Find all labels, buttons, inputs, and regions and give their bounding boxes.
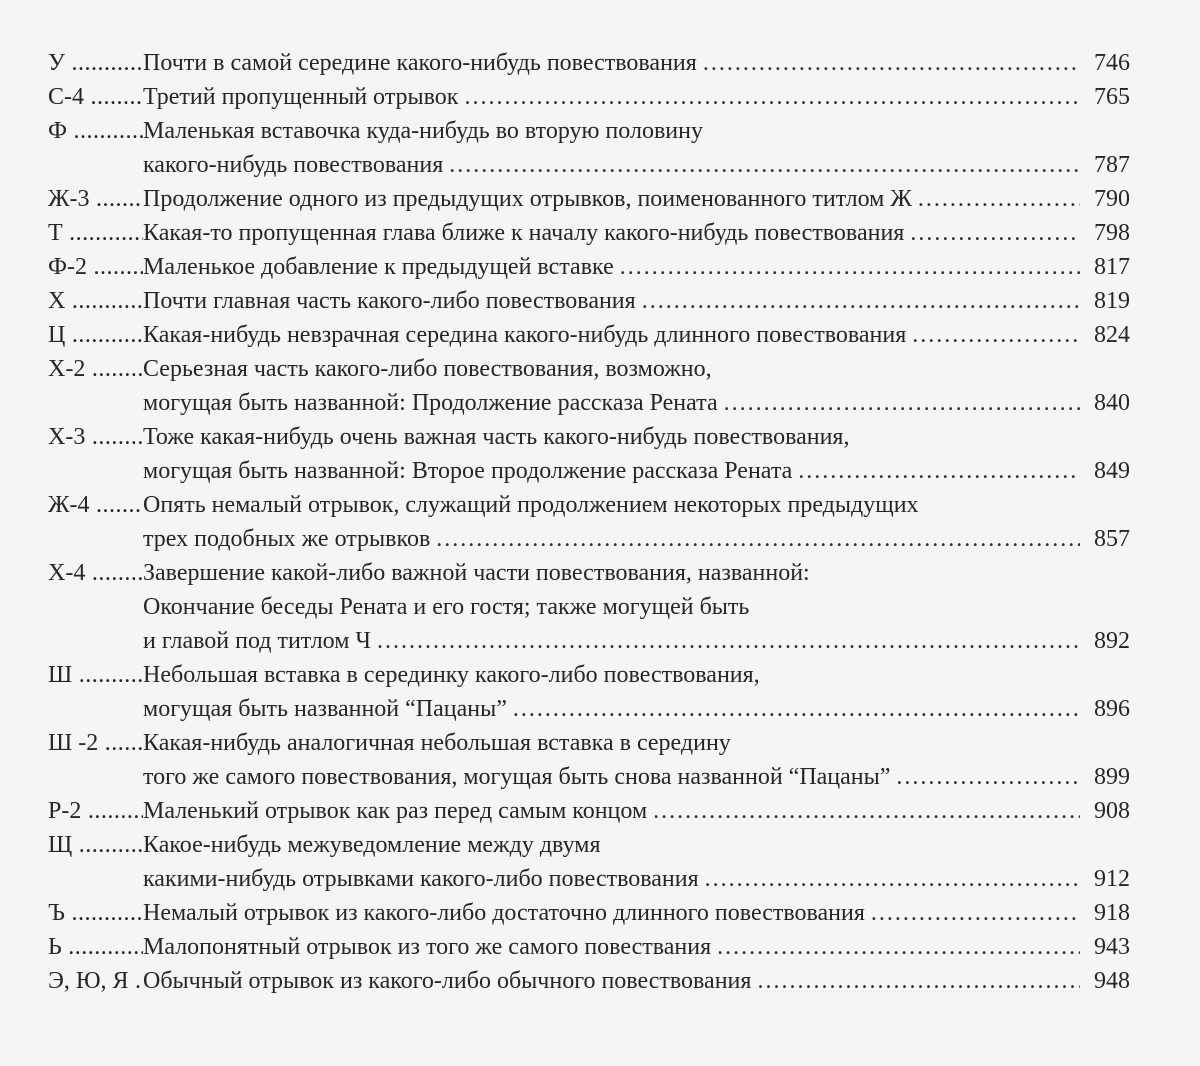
toc-entry-line bbox=[143, 930, 1130, 964]
dot-leader bbox=[912, 318, 1080, 352]
toc-entry-line: Завершение какой-либо важной части повествования, названной: bbox=[143, 560, 810, 586]
toc-entry bbox=[48, 182, 1130, 216]
dot-leader bbox=[653, 794, 1080, 828]
toc-entry-line bbox=[143, 318, 1130, 352]
toc-entry-line-text: Почти главная часть какого-либо повествования bbox=[143, 288, 636, 314]
dot-leader bbox=[757, 964, 1080, 998]
toc-entry-code: У ..... bbox=[48, 46, 143, 80]
toc-entry bbox=[48, 216, 1130, 250]
toc-entry bbox=[48, 794, 1130, 828]
toc-entry-code: Э, Ю, Я ..... bbox=[48, 964, 143, 998]
toc-entry-line-text: какими-нибудь отрывками какого-либо повествования bbox=[143, 866, 699, 892]
toc-entry-page-number: 857 bbox=[1094, 526, 1130, 552]
toc-entry-line bbox=[143, 794, 1130, 828]
toc-entry-line-text: Третий пропущенный отрывок bbox=[143, 84, 459, 110]
toc-entry-title bbox=[143, 556, 1130, 658]
toc-entry-line bbox=[143, 386, 1130, 420]
toc-entry-page-number: 824 bbox=[1094, 322, 1130, 348]
toc-entry-page-number: 849 bbox=[1094, 458, 1130, 484]
toc-entry bbox=[48, 658, 1130, 726]
toc-entry bbox=[48, 896, 1130, 930]
toc-entry bbox=[48, 964, 1130, 998]
toc-entry-page-number: 948 bbox=[1094, 968, 1130, 994]
toc-entry-line bbox=[143, 80, 1130, 114]
toc-entry-title bbox=[143, 80, 1130, 114]
toc-entry bbox=[48, 556, 1130, 658]
toc-entry-code: Х-3 ..... bbox=[48, 420, 143, 454]
toc-entry bbox=[48, 488, 1130, 556]
toc-entry-line bbox=[143, 454, 1130, 488]
toc-entry-title bbox=[143, 114, 1130, 182]
toc-entry bbox=[48, 352, 1130, 420]
toc-entry-line-text: и главой под титлом Ч bbox=[143, 628, 371, 654]
toc-entry-line bbox=[143, 624, 1130, 658]
dot-leader bbox=[703, 46, 1080, 80]
toc-entry-line-text: Обычный отрывок из какого-либо обычного повествования bbox=[143, 968, 752, 994]
toc-entry-line-text: того же самого повествования, могущая быть снова названной “Пацаны” bbox=[143, 764, 891, 790]
toc-entry-code: С-4 ..... bbox=[48, 80, 143, 114]
toc-entry-code: Ф ..... bbox=[48, 114, 143, 148]
dot-leader bbox=[436, 522, 1080, 556]
toc-entry-page-number: 912 bbox=[1094, 866, 1130, 892]
toc-entry-line bbox=[143, 862, 1130, 896]
toc-entry-code: Щ ..... bbox=[48, 828, 143, 862]
toc-entry-page-number: 840 bbox=[1094, 390, 1130, 416]
toc-entry-code: Ж-3 ..... bbox=[48, 182, 143, 216]
dot-leader bbox=[871, 896, 1080, 930]
toc-entry-title bbox=[143, 216, 1130, 250]
toc-entry-code: Х-4 ..... bbox=[48, 556, 143, 590]
toc-entry-line-text: могущая быть названной: Второе продолжение рассказа Рената bbox=[143, 458, 793, 484]
toc-entry-page-number: 746 bbox=[1094, 50, 1130, 76]
dot-leader bbox=[377, 624, 1080, 658]
toc-entry-page-number: 918 bbox=[1094, 900, 1130, 926]
table-of-contents bbox=[48, 46, 1130, 998]
toc-entry-page-number: 765 bbox=[1094, 84, 1130, 110]
toc-entry bbox=[48, 828, 1130, 896]
toc-entry-title bbox=[143, 964, 1130, 998]
toc-entry-line: Небольшая вставка в серединку какого-либо повествования, bbox=[143, 662, 760, 688]
toc-entry-line: Опять немалый отрывок, служащий продолжением некоторых предыдущих bbox=[143, 492, 919, 518]
toc-entry-title bbox=[143, 726, 1130, 794]
toc-entry-line-text: Какая-нибудь невзрачная середина какого-нибудь длинного повествования bbox=[143, 322, 907, 348]
toc-entry-line bbox=[143, 760, 1130, 794]
toc-entry-code: Ц ..... bbox=[48, 318, 143, 352]
toc-entry bbox=[48, 80, 1130, 114]
toc-entry-page-number: 896 bbox=[1094, 696, 1130, 722]
toc-entry-title bbox=[143, 930, 1130, 964]
toc-entry-title bbox=[143, 250, 1130, 284]
toc-entry-page-number: 908 bbox=[1094, 798, 1130, 824]
dot-leader bbox=[705, 862, 1080, 896]
toc-entry-line: Какое-нибудь межуведомление между двумя bbox=[143, 832, 601, 858]
toc-entry-line: Маленькая вставочка куда-нибудь во вторую половину bbox=[143, 118, 703, 144]
toc-entry-title bbox=[143, 794, 1130, 828]
toc-entry-page-number: 892 bbox=[1094, 628, 1130, 654]
toc-entry bbox=[48, 726, 1130, 794]
toc-entry-code: Х-2 ..... bbox=[48, 352, 143, 386]
toc-entry-title bbox=[143, 182, 1130, 216]
toc-entry-code: Ь ..... bbox=[48, 930, 143, 964]
toc-entry-line bbox=[143, 284, 1130, 318]
toc-entry-title bbox=[143, 46, 1130, 80]
dot-leader bbox=[464, 80, 1080, 114]
toc-entry-title bbox=[143, 352, 1130, 420]
toc-entry-line bbox=[143, 896, 1130, 930]
toc-entry-page-number: 787 bbox=[1094, 152, 1130, 178]
toc-entry-line: Серьезная часть какого-либо повествования, возможно, bbox=[143, 356, 712, 382]
toc-entry bbox=[48, 420, 1130, 488]
toc-entry-line bbox=[143, 148, 1130, 182]
dot-leader bbox=[620, 250, 1080, 284]
toc-entry-line bbox=[143, 46, 1130, 80]
toc-entry-line-text: Почти в самой середине какого-нибудь повествования bbox=[143, 50, 697, 76]
toc-entry-page-number: 790 bbox=[1094, 186, 1130, 212]
toc-entry-code: Ъ ..... bbox=[48, 896, 143, 930]
dot-leader bbox=[717, 930, 1080, 964]
dot-leader bbox=[513, 692, 1080, 726]
toc-entry bbox=[48, 250, 1130, 284]
toc-entry-line-text: Малопонятный отрывок из того же самого повествания bbox=[143, 934, 712, 960]
dot-leader bbox=[449, 148, 1080, 182]
toc-entry-line-text: трех подобных же отрывков bbox=[143, 526, 431, 552]
toc-entry-title bbox=[143, 284, 1130, 318]
toc-entry-title bbox=[143, 828, 1130, 896]
toc-entry bbox=[48, 318, 1130, 352]
dot-leader bbox=[910, 216, 1080, 250]
toc-entry-code: Х ..... bbox=[48, 284, 143, 318]
toc-entry-line bbox=[143, 522, 1130, 556]
toc-entry-code: Ш ..... bbox=[48, 658, 143, 692]
toc-entry bbox=[48, 46, 1130, 80]
toc-entry-title bbox=[143, 420, 1130, 488]
toc-entry-code: Т ..... bbox=[48, 216, 143, 250]
toc-entry-line bbox=[143, 250, 1130, 284]
toc-entry-code: Ж-4 ..... bbox=[48, 488, 143, 522]
toc-entry-line-text: какого-нибудь повествования bbox=[143, 152, 444, 178]
toc-entry-code: Р-2 ..... bbox=[48, 794, 143, 828]
toc-entry bbox=[48, 930, 1130, 964]
toc-entry bbox=[48, 114, 1130, 182]
toc-entry bbox=[48, 284, 1130, 318]
toc-entry-line-text: Какая-то пропущенная глава ближе к началу какого-нибудь повествования bbox=[143, 220, 905, 246]
toc-entry-line: Какая-нибудь аналогичная небольшая вставка в середину bbox=[143, 730, 731, 756]
toc-entry-line-text: Продолжение одного из предыдущих отрывков, поименованного титлом Ж bbox=[143, 186, 912, 212]
toc-entry-line-text: Маленький отрывок как раз перед самым концом bbox=[143, 798, 648, 824]
toc-entry-line-text: могущая быть названной: Продолжение рассказа Рената bbox=[143, 390, 718, 416]
dot-leader bbox=[918, 182, 1080, 216]
toc-entry-title bbox=[143, 658, 1130, 726]
toc-entry-title bbox=[143, 488, 1130, 556]
dot-leader bbox=[896, 760, 1080, 794]
toc-entry-line-text: могущая быть названной “Пацаны” bbox=[143, 696, 507, 722]
dot-leader bbox=[724, 386, 1080, 420]
dot-leader bbox=[642, 284, 1080, 318]
toc-entry-line-text: Маленькое добавление к предыдущей вставке bbox=[143, 254, 614, 280]
toc-entry-page-number: 798 bbox=[1094, 220, 1130, 246]
toc-entry-page-number: 817 bbox=[1094, 254, 1130, 280]
toc-entry-title bbox=[143, 318, 1130, 352]
toc-entry-line: Тоже какая-нибудь очень важная часть какого-нибудь повествования, bbox=[143, 424, 850, 450]
toc-entry-title bbox=[143, 896, 1130, 930]
toc-entry-code: Ш -2 ..... bbox=[48, 726, 143, 760]
toc-entry-page-number: 819 bbox=[1094, 288, 1130, 314]
toc-entry-line bbox=[143, 964, 1130, 998]
toc-entry-line bbox=[143, 216, 1130, 250]
toc-entry-line: Окончание беседы Рената и его гостя; также могущей быть bbox=[143, 594, 750, 620]
toc-entry-line bbox=[143, 692, 1130, 726]
toc-entry-line bbox=[143, 182, 1130, 216]
toc-entry-line-text: Немалый отрывок из какого-либо достаточно длинного повествования bbox=[143, 900, 865, 926]
dot-leader bbox=[798, 454, 1080, 488]
toc-entry-page-number: 899 bbox=[1094, 764, 1130, 790]
toc-entry-code: Ф-2 ..... bbox=[48, 250, 143, 284]
toc-entry-page-number: 943 bbox=[1094, 934, 1130, 960]
